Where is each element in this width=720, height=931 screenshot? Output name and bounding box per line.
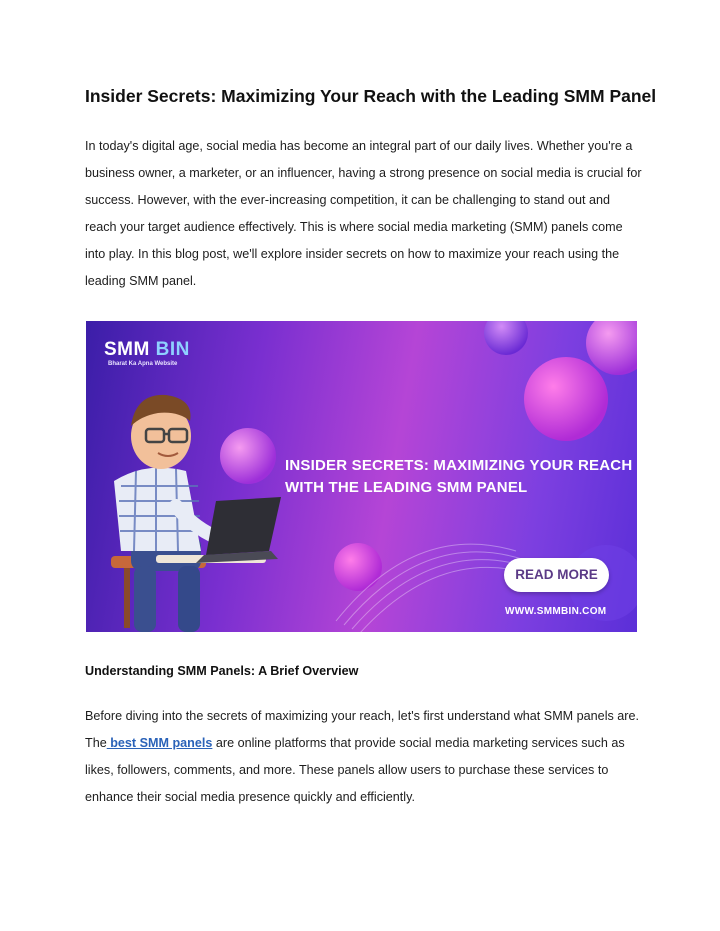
orb-shape xyxy=(484,321,528,355)
brand-tagline: Bharat Ka Apna Website xyxy=(108,361,178,367)
logo-text-smm: SMM xyxy=(104,339,156,360)
read-more-button[interactable]: READ MORE xyxy=(504,558,609,592)
section-paragraph xyxy=(85,703,645,811)
brand-logo-text xyxy=(104,339,190,361)
article-banner-image[interactable] xyxy=(86,321,637,632)
article-title: Insider Secrets: Maximizing Your Reach with the Leading SMM Panel xyxy=(85,86,657,106)
brand-logo xyxy=(104,339,190,367)
orb-shape xyxy=(524,357,608,441)
banner-headline: INSIDER SECRETS: MAXIMIZING YOUR REACH WITH THE LEADING SMM PANEL xyxy=(285,457,633,496)
section-text-before-link: Before diving into the secrets of maximizing your reach, let's first understand what SMM panels are. The xyxy=(85,709,639,750)
intro-paragraph: In today's digital age, social media has become an integral part of our daily lives. Whether you're a business owner, a marketer, or an influencer, having a strong presence on social media is crucial for success. However, with the ever-increasing competition, it can be challenging to stand out and reach your target audience effectively. This is where social media marketing (SMM) panels come into play. In this blog post, we'll explore insider secrets on how to maximize your reach using the leading SMM panel. xyxy=(85,139,642,288)
orb-shape xyxy=(334,543,382,591)
section-heading: Understanding SMM Panels: A Brief Overview xyxy=(85,664,359,678)
best-smm-panels-link[interactable]: best SMM panels xyxy=(106,736,213,750)
banner-website: WWW.SMMBIN.COM xyxy=(505,606,607,617)
orb-shape xyxy=(220,428,276,484)
section-text-after-link: are online platforms that provide social media marketing services such as likes, followers, comments, and more. These panels allow users to purchase these services to enhance their social media presence quickly and efficiently. xyxy=(85,736,625,804)
logo-text-bin: BIN xyxy=(155,339,190,360)
orb-shape xyxy=(586,321,637,375)
